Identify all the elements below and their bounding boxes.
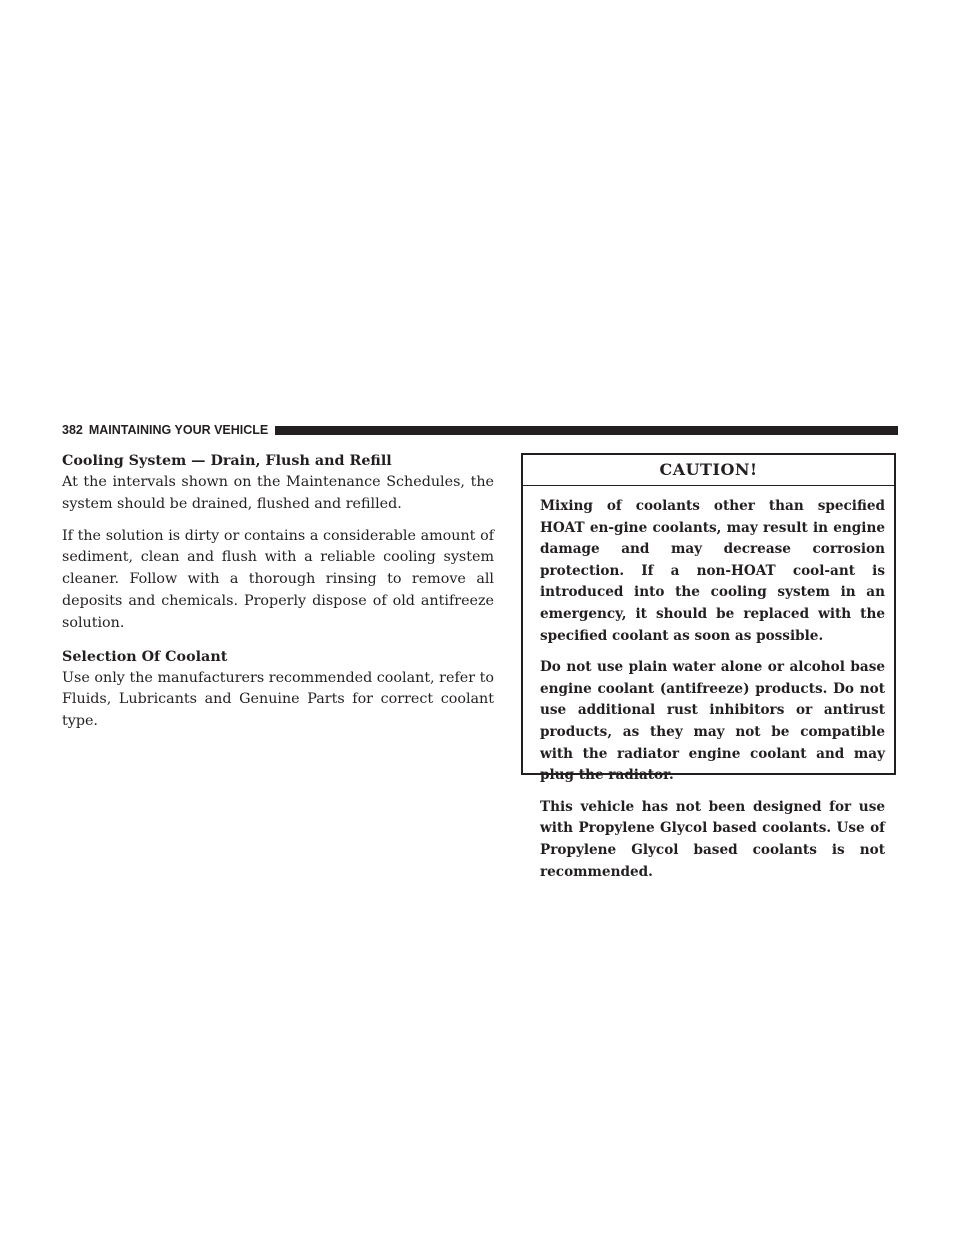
page-header	[62, 421, 898, 439]
heading-selection-of-coolant: Selection Of Coolant	[62, 648, 228, 665]
heading-cooling-system: Cooling System — Drain, Flush and Refill	[62, 453, 392, 469]
paragraph-flush: If the solution is dirty or contains a considerable amount of sediment, clean and flush with a reliable cooling system cleaner. Follow with a thorough rinsing to remove all deposits and chemicals. Properly dispose of old antifreeze solution.	[62, 527, 494, 631]
caution-title: CAUTION!	[523, 455, 894, 486]
main-text-column	[62, 451, 494, 743]
caution-paragraph-plain-water: Do not use plain water alone or alcohol base engine coolant (antifreeze) products. Do not use additional rust inhibitors or antirust products, as they may not be compatible with the radiator engine coolant and may plug the radiator.	[540, 659, 885, 784]
header-rule	[275, 426, 898, 435]
page-number: 382	[62, 423, 83, 437]
paragraph-coolant-type: Use only the manufacturers recommended coolant, refer to Fluids, Lubricants and Genuine Parts for correct coolant type.	[62, 669, 494, 730]
caution-box	[521, 453, 896, 880]
caution-paragraph-mixing: Mixing of coolants other than specified HOAT en-gine coolants, may result in engine damage and may decrease corrosion protection. If a non-HOAT cool-ant is introduced into the cooling system in an emergency, it should be replaced with the specified coolant as soon as possible.	[540, 498, 885, 644]
paragraph-intervals: At the intervals shown on the Maintenance Schedules, the system should be drained, flushed and refilled.	[62, 474, 494, 512]
caution-paragraph-propylene: This vehicle has not been designed for use with Propylene Glycol based coolants. Use of Propylene Glycol based coolants is not recommended.	[540, 798, 885, 880]
section-title: MAINTAINING YOUR VEHICLE	[88, 423, 269, 437]
caution-body	[523, 486, 894, 883]
